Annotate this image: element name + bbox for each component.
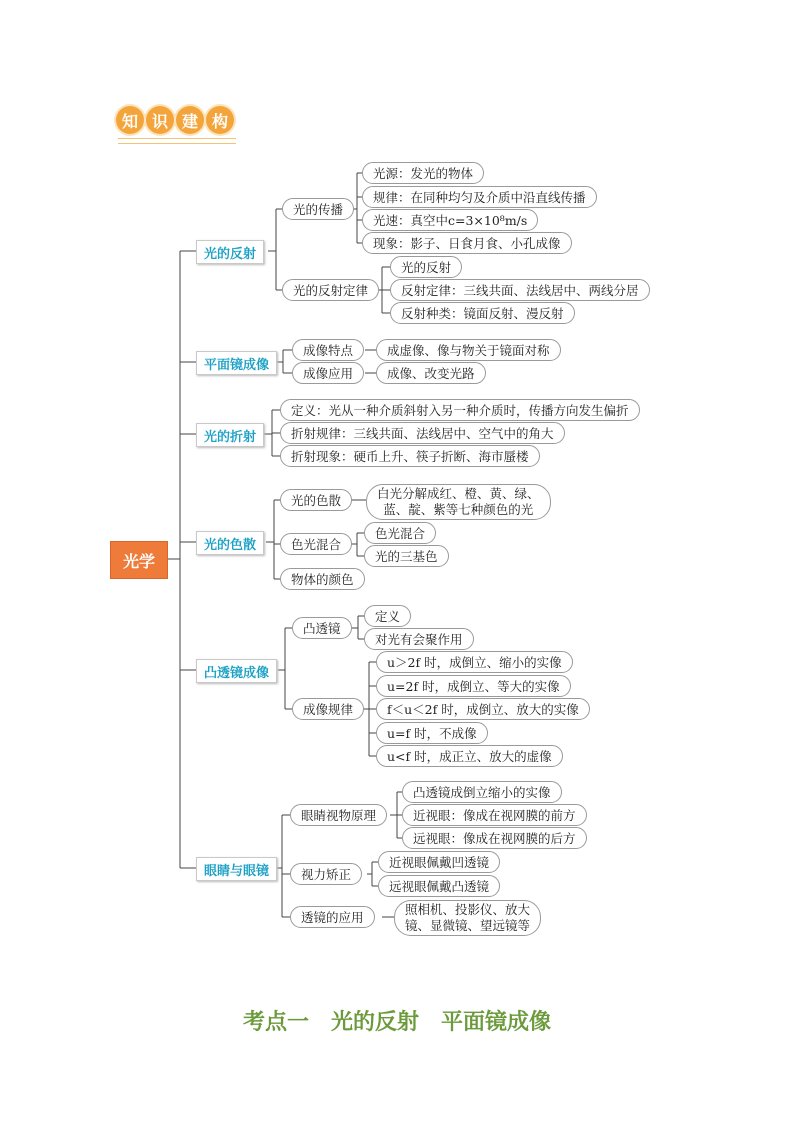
node-reflection: 光的反射 [390, 256, 462, 278]
node-propagation-phenomena: 现象：影子、日食月食、小孔成像 [362, 232, 572, 254]
badge-char: 建 [176, 106, 204, 134]
node-eye-principle: 眼睛视物原理 [290, 804, 387, 826]
node-lens-definition: 定义 [364, 605, 411, 627]
node-color-mixing-a: 色光混合 [364, 522, 436, 544]
node-imaging-rule-4: u=f 时，不成像 [376, 722, 488, 744]
node-lens-converge: 对光有会聚作用 [364, 628, 474, 650]
node-refraction-definition: 定义：光从一种介质斜射入另一种介质时，传播方向发生偏折 [280, 399, 640, 421]
badge-char: 识 [146, 106, 174, 134]
node-eye-principle-1: 凸透镜成倒立缩小的实像 [402, 781, 562, 803]
node-three-primary-colors: 光的三基色 [364, 545, 449, 567]
node-image-apps: 成像应用 [292, 362, 364, 384]
node-myopia-correction: 近视眼佩戴凹透镜 [378, 851, 500, 873]
node-light-speed: 光速：真空中c=3×10⁸m/s [362, 209, 538, 231]
node-reflection-law-desc: 反射定律：三线共面、法线居中、两线分居 [390, 279, 650, 301]
node-image-apps-desc: 成像、改变光路 [376, 362, 486, 384]
node-color-mixing: 色光混合 [280, 533, 352, 555]
node-convex-lens: 凸透镜 [292, 617, 352, 639]
node-imaging-rule-5: u<f 时，成正立、放大的虚像 [376, 745, 563, 767]
node-reflection-types: 反射种类：镜面反射、漫反射 [390, 302, 575, 324]
node-lens-application: 透镜的应用 [290, 906, 375, 928]
node-image-features-desc: 成虚像、像与物关于镜面对称 [376, 339, 561, 361]
category-reflection: 光的反射 [196, 240, 264, 264]
category-refraction: 光的折射 [196, 423, 264, 447]
node-object-color: 物体的颜色 [280, 568, 365, 590]
node-image-features: 成像特点 [292, 339, 364, 361]
category-convex-lens: 凸透镜成像 [196, 659, 277, 683]
node-reflection-law: 光的反射定律 [282, 279, 379, 301]
node-vision-correction: 视力矫正 [290, 863, 362, 885]
node-lens-application-desc [394, 900, 541, 936]
node-refraction-phenomena: 折射现象：硬币上升、筷子折断、海市蜃楼 [280, 445, 540, 467]
badge-char: 构 [206, 106, 234, 134]
node-refraction-law: 折射规律：三线共面、法线居中、空气中的角大 [280, 422, 565, 444]
node-imaging-rules: 成像规律 [292, 698, 364, 720]
node-dispersion: 光的色散 [280, 489, 352, 511]
dispersion-desc-line-2: 蓝、靛、紫等七种颜色的光 [383, 502, 534, 517]
lens-app-line-2: 镜、显微镜、望远镜等 [405, 918, 531, 933]
lens-app-line-1: 照相机、投影仪、放大 [405, 902, 531, 917]
category-plane-mirror: 平面镜成像 [196, 351, 277, 375]
node-imaging-rule-3: f＜u＜2f 时，成倒立、放大的实像 [376, 698, 590, 720]
node-imaging-rule-2: u=2f 时，成倒立、等大的实像 [376, 675, 571, 697]
dispersion-desc-line-1: 白光分解成红、橙、黄、绿、 [377, 486, 540, 501]
category-dispersion: 光的色散 [196, 531, 264, 555]
node-hyperopia-correction: 远视眼佩戴凸透镜 [378, 875, 500, 897]
badge-char: 知 [116, 106, 144, 134]
node-imaging-rule-1: u＞2f 时，成倒立、缩小的实像 [376, 651, 573, 673]
node-myopia: 近视眼：像成在视网膜的前方 [402, 804, 587, 826]
node-dispersion-desc [366, 484, 551, 520]
category-eye: 眼睛与眼镜 [196, 857, 277, 881]
node-light-source: 光源：发光的物体 [362, 162, 484, 184]
node-hyperopia: 远视眼：像成在视网膜的后方 [402, 827, 587, 849]
root-optics: 光学 [110, 541, 168, 579]
section-title: 考点一 光的反射 平面镜成像 [242, 1010, 551, 1035]
node-propagation-rule: 规律：在同种均匀及介质中沿直线传播 [362, 186, 597, 208]
node-propagation: 光的传播 [282, 198, 354, 220]
